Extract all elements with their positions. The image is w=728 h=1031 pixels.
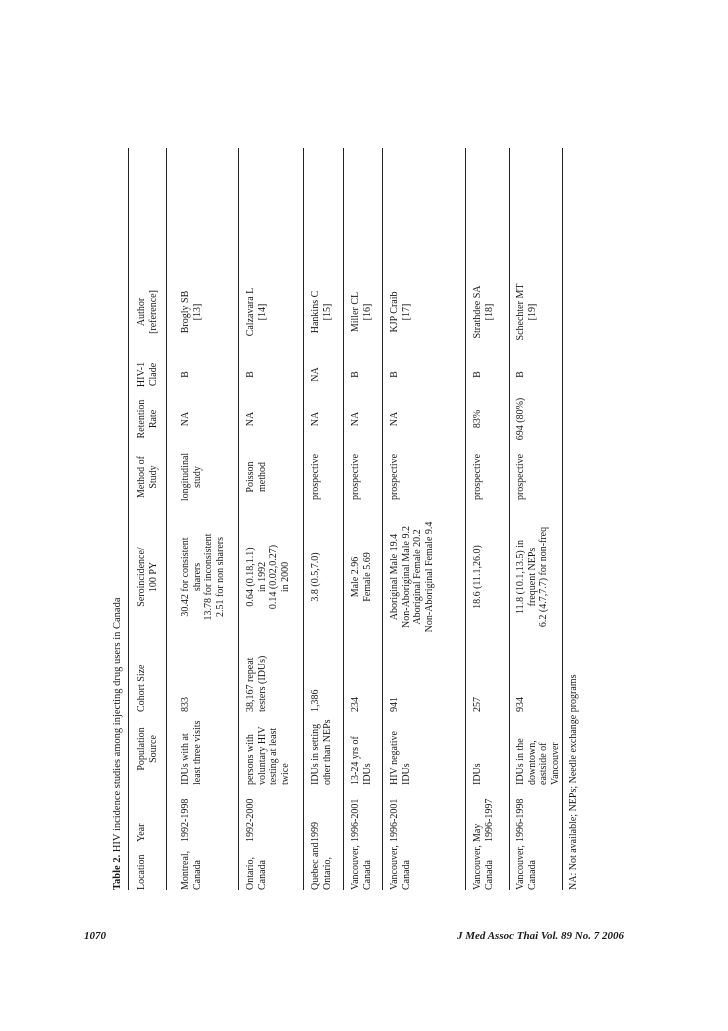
cell-cohort: 38,167 repeat testers (IDUs) bbox=[245, 655, 268, 712]
row-rule bbox=[382, 148, 383, 890]
header-location: Location bbox=[136, 854, 147, 890]
cell-clade: NA bbox=[310, 367, 321, 382]
cell-method: longitudinal study bbox=[180, 452, 203, 502]
cell-clade: B bbox=[472, 371, 483, 378]
row-rule bbox=[562, 148, 563, 890]
cell-population: IDUs with at least three visits bbox=[180, 720, 203, 785]
cell-population: IDUs bbox=[472, 763, 483, 785]
cell-sero: 3.8 (0.5,7.0) bbox=[310, 552, 321, 602]
cell-cohort: 934 bbox=[515, 697, 526, 712]
journal-citation: J Med Assoc Thai Vol. 89 No. 7 2006 bbox=[456, 930, 624, 942]
caption-text: HIV incidence studies among injecting drug users in Canada bbox=[112, 597, 123, 853]
cell-location: Vancouver, Canada bbox=[472, 845, 495, 890]
cell-population: IDUs in setting other than NEPs bbox=[310, 719, 333, 785]
cell-year: May 1996-1997 bbox=[472, 798, 495, 842]
cell-clade: B bbox=[350, 371, 361, 378]
table-footnote: NA: Not available; NEPs; Needle exchange programs bbox=[568, 674, 579, 890]
cell-author: Miller CL [16] bbox=[350, 291, 373, 333]
cell-population: 13-24 yrs of IDUs bbox=[350, 736, 373, 785]
cell-method: prospective bbox=[350, 453, 361, 501]
cell-retention: NA bbox=[180, 411, 191, 427]
cell-year: 1992-2000 bbox=[245, 798, 256, 842]
cell-population: persons with voluntary HIV testing at least twice bbox=[245, 726, 291, 785]
cell-method: prospective bbox=[472, 453, 483, 501]
caption-label: Table 2. bbox=[112, 854, 123, 890]
rotated-table bbox=[100, 150, 620, 930]
row-rule bbox=[465, 148, 466, 890]
cell-author: KJP Craib [17] bbox=[389, 291, 412, 333]
cell-retention: NA bbox=[245, 411, 256, 427]
cell-location: Quebec and Ontario, bbox=[310, 842, 333, 890]
cell-year: 1996-2001 bbox=[389, 798, 400, 842]
header-bottom-rule bbox=[166, 148, 167, 890]
cell-year: 1996-1998 bbox=[515, 798, 526, 842]
cell-author: Brogly SB [13] bbox=[180, 290, 203, 334]
cell-author: Schechter MT [19] bbox=[515, 283, 538, 341]
cell-cohort: 833 bbox=[180, 697, 191, 712]
header-sero: Seroincidence/ 100 PY bbox=[136, 547, 159, 607]
cell-author: Strathdee SA [18] bbox=[472, 285, 495, 339]
cell-location: Ontario, Canada bbox=[245, 856, 268, 890]
row-rule bbox=[238, 148, 239, 890]
cell-method: prospective bbox=[389, 453, 400, 501]
cell-clade: B bbox=[515, 371, 526, 378]
header-author: Author [reference] bbox=[136, 290, 159, 334]
cell-location: Vancouver, Canada bbox=[515, 845, 538, 890]
cell-sero: Male 2.96 Female 5.69 bbox=[350, 552, 373, 602]
cell-year: 1996-2001 bbox=[350, 798, 361, 842]
page-number: 1070 bbox=[84, 930, 106, 942]
cell-year: 1992-1998 bbox=[180, 798, 191, 842]
cell-retention: 83% bbox=[472, 409, 483, 429]
cell-clade: B bbox=[245, 371, 256, 378]
cell-method: Poisson method bbox=[245, 461, 268, 493]
cell-cohort: 1,386 bbox=[310, 689, 321, 712]
cell-author: Hankins C [15] bbox=[310, 290, 333, 334]
header-population: Population Source bbox=[136, 727, 159, 771]
cell-retention: 694 (80%) bbox=[515, 397, 526, 441]
cell-population: HIV negative IDUs bbox=[389, 731, 412, 785]
cell-cohort: 257 bbox=[472, 697, 483, 712]
cell-cohort: 234 bbox=[350, 697, 361, 712]
table-caption bbox=[112, 597, 123, 890]
header-clade: HIV-1 Clade bbox=[136, 361, 159, 388]
cell-author: Calzavara L [14] bbox=[245, 287, 268, 337]
header-cohort: Cohort Size bbox=[136, 664, 147, 712]
cell-method: prospective bbox=[515, 453, 526, 501]
cell-sero: 30.42 for consistent sharers 13.78 for inconsistent 2.51 for non sharers bbox=[180, 533, 226, 621]
header-retention: Retention Rate bbox=[136, 399, 159, 439]
cell-sero: Aboriginal Male 19.4 Non-Aboriginal Male 9.2 Aboriginal Female 20.2 Non-Aboriginal Female 9.4 bbox=[389, 521, 435, 633]
header-method: Method of Study bbox=[136, 456, 159, 498]
cell-cohort: 941 bbox=[389, 697, 400, 712]
cell-location: Vancouver, Canada bbox=[350, 845, 373, 890]
cell-method: prospective bbox=[310, 453, 321, 501]
cell-clade: B bbox=[389, 371, 400, 378]
row-rule bbox=[509, 148, 510, 890]
cell-location: Vancouver, Canada bbox=[389, 845, 412, 890]
cell-sero: 11.8 (10.1,13.5) in frequent NEPs 6.2 (4.7,7.7) for non-freq bbox=[515, 526, 549, 628]
cell-retention: NA bbox=[310, 411, 321, 427]
cell-sero: 0.64 (0.18,1.1) in 1992 0.14 (0.02,0.27) in 2000 bbox=[245, 544, 291, 610]
cell-year: 1999 bbox=[310, 822, 321, 842]
row-rule bbox=[343, 148, 344, 890]
cell-retention: NA bbox=[350, 411, 361, 427]
cell-population: IDUs in the downtown, eastside of Vancouver bbox=[515, 738, 561, 785]
row-rule bbox=[303, 148, 304, 890]
cell-sero: 18.6 (11.1,26.0) bbox=[472, 545, 483, 609]
table-top-rule bbox=[128, 148, 129, 890]
cell-clade: B bbox=[180, 371, 191, 378]
cell-location: Montreal, Canada bbox=[180, 850, 203, 890]
cell-retention: NA bbox=[389, 411, 400, 427]
header-year: Year bbox=[136, 823, 147, 842]
